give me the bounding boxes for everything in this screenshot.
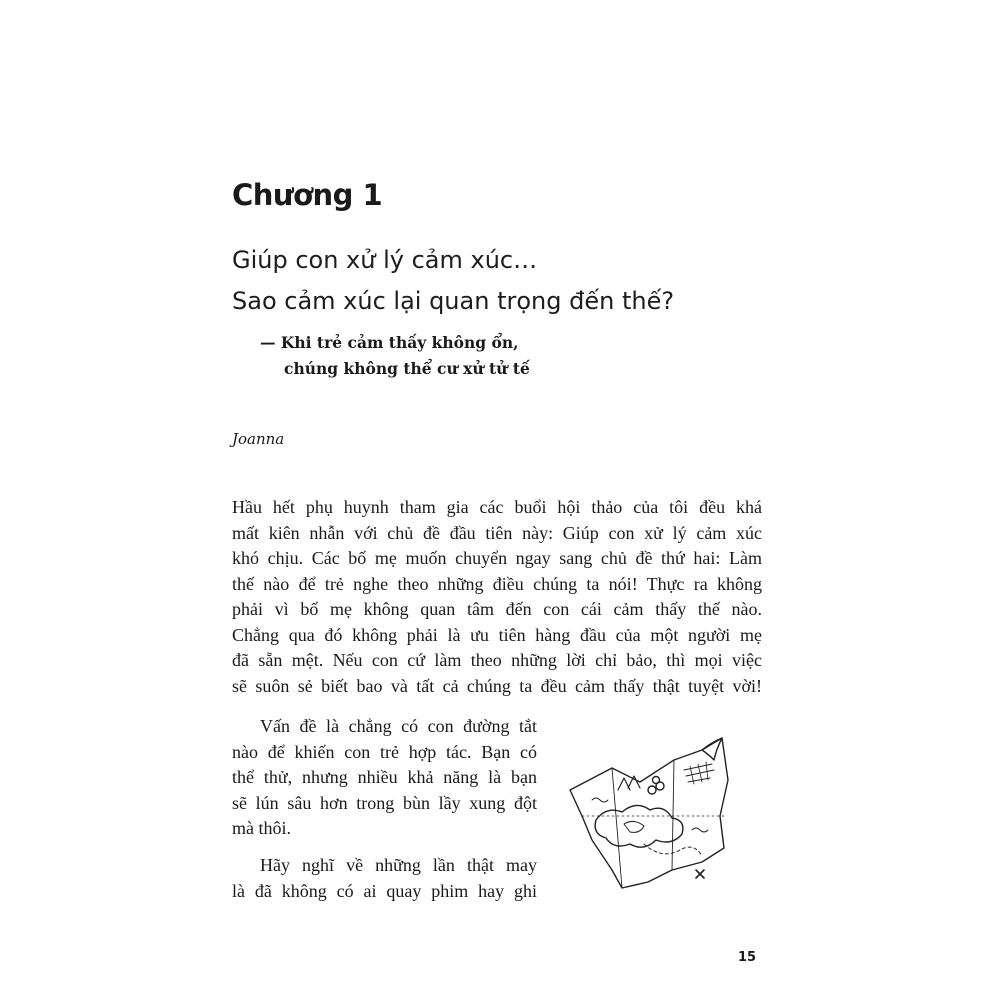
tagline-line-1: — Khi trẻ cảm thấy không ổn, [260,333,519,352]
chapter-subtitle [232,240,674,322]
paragraph-line: Chẳng qua đó không phải là ưu tiên hàng đầu của một người mẹ [232,624,762,645]
paragraph-line: sẽ lún sâu hơn trong bùn lầy xung đột [232,792,537,813]
paragraph-line: phải vì bố mẹ không quan tâm đến con cái cảm thấy thế nào. [232,599,762,619]
paragraph-line: mà thôi. [232,818,291,838]
paragraph-line: là đã không có ai quay phim hay ghi [232,880,537,901]
paragraph-line: Vấn đề là chẳng có con đường tắt [260,716,537,736]
treasure-map-illustration [552,720,742,900]
author-name: Joanna [232,430,285,448]
paragraph-line: thế nào để trẻ nghe theo những điều chúng ta nói! Thực ra không [232,573,762,594]
paragraph-line: đã sẵn mệt. Nếu con cứ làm theo những lời chỉ bảo, thì mọi việc [232,650,762,670]
page-number: 15 [738,950,757,965]
paragraph-2 [232,714,537,842]
chapter-tagline [260,330,530,382]
chapter-title: Chương 1 [232,178,383,212]
paragraph-line: nào để khiến con trẻ hợp tác. Bạn có [232,741,537,762]
paragraph-line: Hãy nghĩ về những lần thật may [260,855,537,875]
paragraph-3 [232,853,537,904]
paragraph-line: khó chịu. Các bố mẹ muốn chuyển ngay sang chủ đề thứ hai: Làm [232,548,762,568]
tagline-line-2: chúng không thể cư xử tử tế [284,359,530,378]
paragraph-line: sẽ suôn sẻ biết bao và tất cả chúng ta đều cảm thấy thật tuyệt vời! [232,675,762,696]
paragraph-line: Hầu hết phụ huynh tham gia các buổi hội thảo của tôi đều khá [232,497,762,517]
subtitle-line-1: Giúp con xử lý cảm xúc… [232,246,538,274]
paragraph-line: thể thử, nhưng nhiều khả năng là bạn [232,767,537,787]
paragraph-line: mất kiên nhẫn với chủ đề đầu tiên này: Giúp con xử lý cảm xúc [232,522,762,543]
paragraph-1 [232,495,762,699]
subtitle-line-2: Sao cảm xúc lại quan trọng đến thế? [232,287,675,315]
